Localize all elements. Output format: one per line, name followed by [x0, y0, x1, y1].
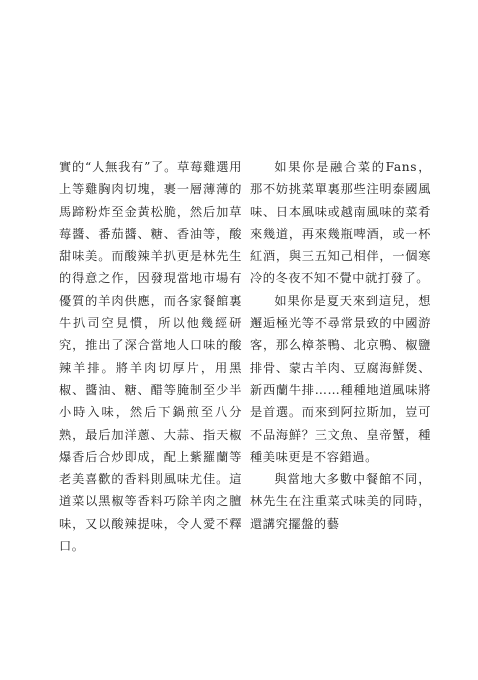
- left-paragraph-1: 實的“人無我有”了。草莓雞選用上等雞胸肉切塊，裹一層薄薄的馬蹄粉炸至金黃松脆，然后加草莓醬、番茄醬、糖、香油等，酸甜味美。而酸辣羊扒更是林先生的得意之作，因發現當地市場有優質的羊肉供應，而各家餐館裏牛扒司空見慣，所以他幾經研究，推出了深合當地人口味的酸辣羊排。將羊肉切厚片，用黑椒、醬油、糖、醋等腌制至少半小時入味，然后下鍋煎至八分熟，最后加洋蔥、大蒜、指天椒爆香后合炒即成，配上紫羅蘭等老美喜歡的香料則風味尤佳。這道菜以黑椒等香料巧除羊肉之膻味，又以酸辣提味，令人愛不釋口。: [59, 160, 242, 554]
- right-text-column: [250, 156, 431, 535]
- right-paragraph-3: 與當地大多數中餐館不同，林先生在注重菜式味美的同時，還講究擺盤的藝: [250, 472, 431, 531]
- left-text-column: [59, 156, 242, 557]
- right-paragraph-1: 如果你是融合菜的Fans，那不妨挑菜單裏那些注明泰國風味、日本風味或越南風味的菜肴來幾道，再來幾瓶啤酒，或一杯紅酒，與三五知己相伴，一個寒冷的冬夜不知不覺中就打發了。: [250, 160, 431, 286]
- right-paragraph-2: 如果你是夏天來到這兒，想邂逅極光等不尋常景致的中國游客，那么樟茶鴨、北京鴨、椒鹽排骨、蒙古羊肉、豆腐海鮮煲、新西蘭牛排……種種地道風味將是首選。而來到阿拉斯加，豈可不品海鮮？三文魚、皇帝蟹，種種美味更是不容錯過。: [250, 293, 431, 464]
